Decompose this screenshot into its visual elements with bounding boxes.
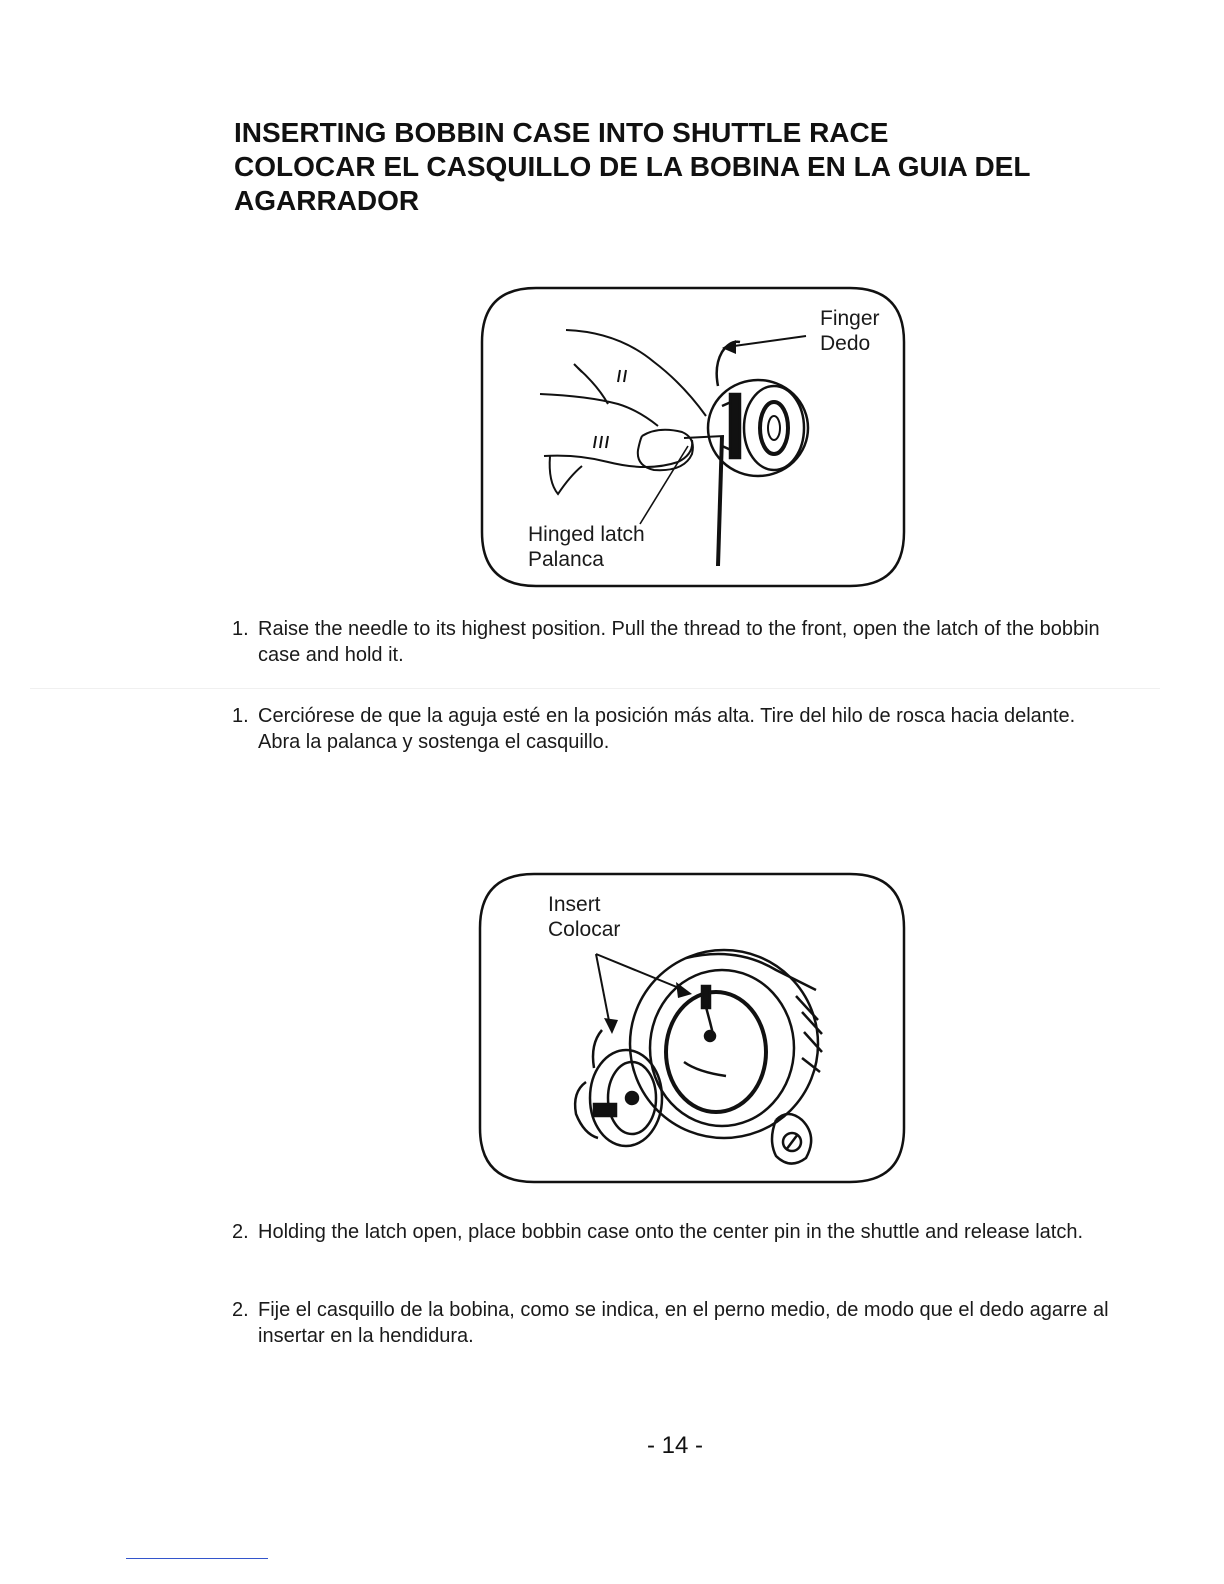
label-colocar: Colocar [548,918,621,941]
finger-pointer-line [734,336,806,346]
label-finger: Finger [820,307,880,330]
step-1-english [232,616,1112,668]
title-line-english: INSERTING BOBBIN CASE INTO SHUTTLE RACE [234,117,889,148]
step-1-spanish [232,703,1112,755]
divider [30,688,1160,689]
step-number: 1. [232,705,249,727]
figure-insert-bobbin-case [476,872,908,1184]
step-number: 2. [232,1221,249,1243]
figure-bobbin-latch [478,286,908,588]
latch-pointer-line [640,446,688,524]
step-text: Holding the latch open, place bobbin case onto the center pin in the shuttle and release latch. [258,1221,1084,1243]
label-hinged-latch: Hinged latch [528,523,645,546]
step-text: Raise the needle to its highest position. Pull the thread to the front, open the latch of the bobbin case and hold it. [258,618,1100,666]
footer-rule [126,1558,268,1559]
arrow-head-icon [676,982,692,998]
figure-frame [480,874,904,1182]
shuttle-race-illustration [476,872,908,1184]
title-line-spanish: COLOCAR EL CASQUILLO DE LA BOBINA EN LA GUIA DEL [234,151,1031,182]
insert-arrow-icon [596,954,684,1026]
label-insert: Insert [548,893,601,916]
page-number: - 14 - [646,1432,703,1459]
hand-icon [540,330,706,494]
step-number: 1. [232,618,249,640]
label-palanca: Palanca [528,548,604,571]
step-2-english [232,1219,1112,1245]
bobbin-case-icon [684,342,808,566]
title-line-spanish-cont: AGARRADOR [234,185,420,216]
finger-arrow-icon [722,340,736,354]
step-2-spanish [232,1297,1112,1349]
arrow-head-icon [604,1018,618,1034]
label-dedo: Dedo [820,332,871,355]
step-number: 2. [232,1299,249,1321]
step-text: Cerciórese de que la aguja esté en la posición más alta. Tire del hilo de rosca hacia delante. Abra la palanca y sostenga el casquillo. [258,705,1076,753]
page-title [234,116,1134,218]
shuttle-hook-icon [630,950,822,1164]
step-text: Fije el casquillo de la bobina, como se indica, en el perno medio, de modo que el dedo agarre al insertar en la hendidura. [258,1299,1109,1347]
